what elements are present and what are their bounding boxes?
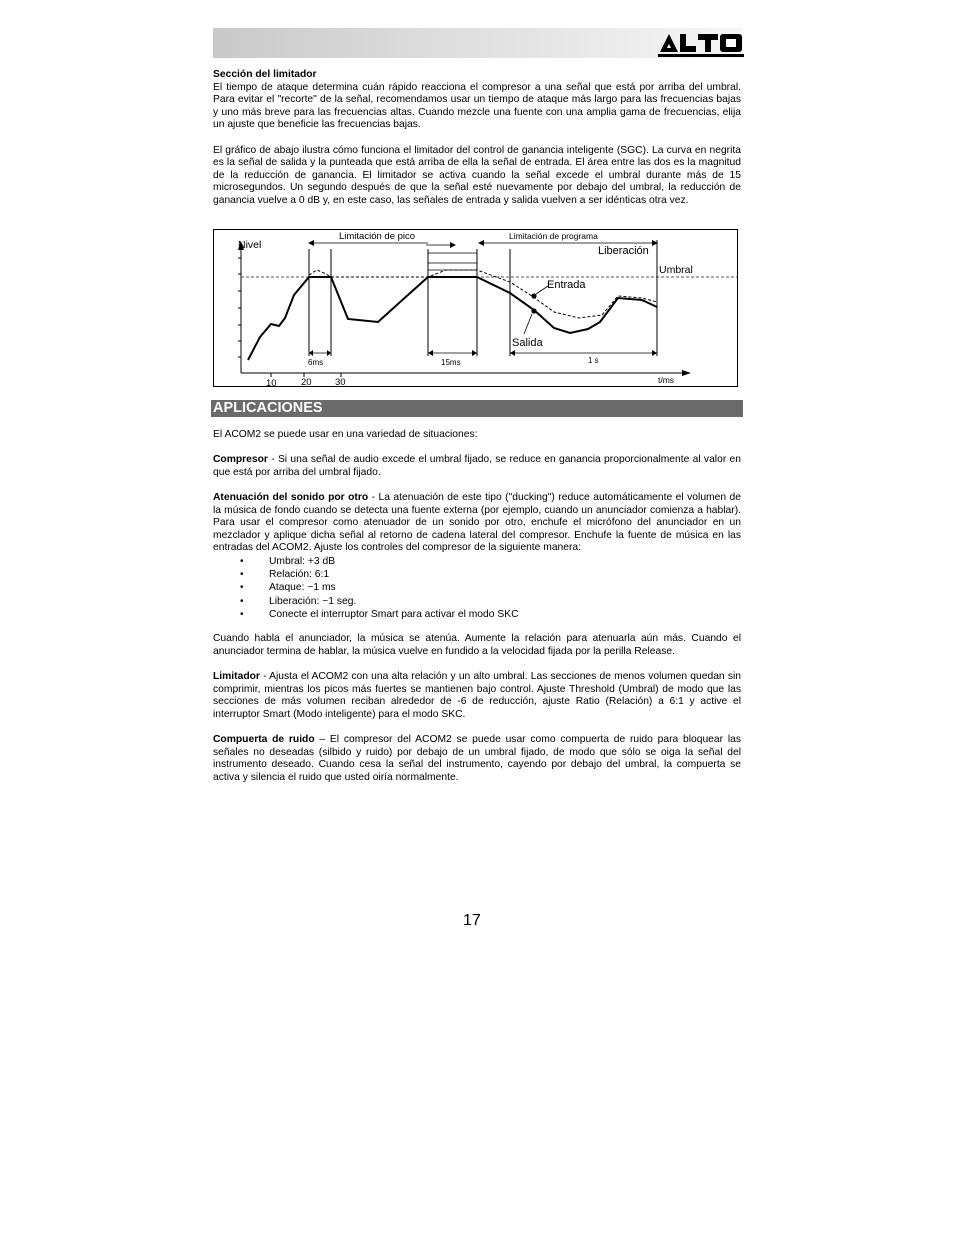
label-input: Entrada xyxy=(547,279,586,291)
input-point xyxy=(531,293,536,298)
label-1s: 1 s xyxy=(588,356,599,365)
axis-label-time: t/ms xyxy=(658,375,675,385)
tick-label-30: 30 xyxy=(335,377,346,386)
compressor-text: - Si una señal de audio excede el umbral fijado, se reduce en ganancia proporcionalmente al valor en que está por arriba del umbral fijado. xyxy=(213,454,741,478)
list-item: • Ataque: ~1 ms xyxy=(213,581,741,594)
label-peak-limitation: Limitación de pico xyxy=(339,231,416,242)
tick-label-10: 10 xyxy=(266,378,277,386)
noise-gate-paragraph xyxy=(213,734,741,784)
tick-label-20: 20 xyxy=(301,377,312,386)
list-item: • Conecte el interruptor Smart para activar el modo SKC xyxy=(213,608,741,621)
page-number: 17 xyxy=(463,912,481,929)
limiter-text: - Ajusta el ACOM2 con una alta relación y un alto umbral. Las secciones de menos volumen quedan sin comprimir, mientras los picos más fuertes se mantienen bajo control. Ajuste Threshold (Umbral) de modo que las secciones de más volumen reciban alrededor de -6 de reducción, ajuste Ratio (Relación) a 6:1 y active el interruptor Smart (Modo inteligente) para el modo SKC. xyxy=(213,671,741,721)
noise-gate-term: Compuerta de ruido xyxy=(213,734,315,746)
label-nivel: Nivel xyxy=(238,239,262,251)
limiter-paragraph xyxy=(213,671,741,721)
applications-heading: APLICACIONES xyxy=(211,400,743,417)
limiter-paragraph-2: El gráfico de abajo ilustra cómo funciona el limitador del control de ganancia inteligente (SGC). La curva en negrita es la señal de salida y la punteada que está arriba de ella la señal de entrada. El área entre las dos es la magnitud de la reducción de ganancia. El limitador se activa cuando la señal excede el umbral durante más de 15 microsegundos. Un segundo después de que la señal esté nuevamente por debajo del umbral, la reducción de ganancia vuelve a 0 dB y, en este caso, las señales de entrada y salida vuelven a ser idénticas otra vez. xyxy=(213,144,741,206)
noise-gate-text: – El compresor del ACOM2 se puede usar como compuerta de ruido para bloquear las señales no deseadas (silbido y ruido) por debajo de un umbral fijado, de modo que sólo se oiga la señal del instrumento deseado. Cuando cesa la señal del instrumento, cayendo por debajo del umbral, la compuerta se activa y silencia el ruido que usted oiría normalmente. xyxy=(213,734,741,783)
limiter-diagram xyxy=(213,229,738,387)
compressor-paragraph xyxy=(213,454,741,479)
limiter-term: Limitador xyxy=(213,671,260,683)
label-threshold: Umbral xyxy=(659,264,693,276)
label-release: Liberación xyxy=(598,245,649,257)
output-point xyxy=(531,308,536,313)
label-program-limitation: Limitación de programa xyxy=(509,231,598,241)
alto-logo xyxy=(656,30,746,58)
ducking-paragraph xyxy=(213,492,741,555)
limiter-section-title: Sección del limitador xyxy=(213,69,317,80)
compressor-term: Compresor xyxy=(213,454,268,466)
applications-intro: El ACOM2 se puede usar en una variedad de situaciones: xyxy=(213,429,478,440)
ducking-text: - La atenuación de este tipo ("ducking") reduce automáticamente el volumen de la música de fondo cuando se detecta una fuente externa (por ejemplo, cuando un anunciador comienza a hablar). Para usar el compresor como atenuador de un sonido por otro, enchufe el micrófono del anunciador en un mezclador y aplique dicha señal al retorno de cadena lateral del compresor. Enchufe la fuente de música en las entradas del ACOM2. Ajuste los controles del compresor de la siguiente manera: xyxy=(213,491,741,554)
ducking-after-paragraph: Cuando habla el anunciador, la música se atenúa. Aumente la relación para atenuarla aún más. Cuando el anunciador termina de hablar, la música vuelve en fundido a la velocidad fijada por la perilla Release. xyxy=(213,633,741,658)
list-item: • Relación: 6:1 xyxy=(213,568,741,581)
label-6ms: 6ms xyxy=(308,358,324,367)
label-15ms: 15ms xyxy=(441,358,461,367)
limiter-paragraph-1: El tiempo de ataque determina cuán rápido reacciona el compresor a una señal que está por arriba del umbral. Para evitar el "recorte" de la señal, recomendamos usar un tiempo de ataque más largo para las frecuencias bajas y uno más breve para las frecuencias altas. Cuando mezcle una fuente con una amplia gama de frecuencias, elija un ajuste que beneficie las frecuencias bajas. xyxy=(213,81,741,131)
x-axis-arrow xyxy=(682,370,691,376)
list-item: • Liberación: ~1 seg. xyxy=(213,595,741,608)
label-output: Salida xyxy=(512,337,543,349)
list-item: • Umbral: +3 dB xyxy=(213,555,741,568)
ducking-term: Atenuación del sonido por otro xyxy=(213,491,369,503)
ducking-settings-list xyxy=(213,555,741,621)
